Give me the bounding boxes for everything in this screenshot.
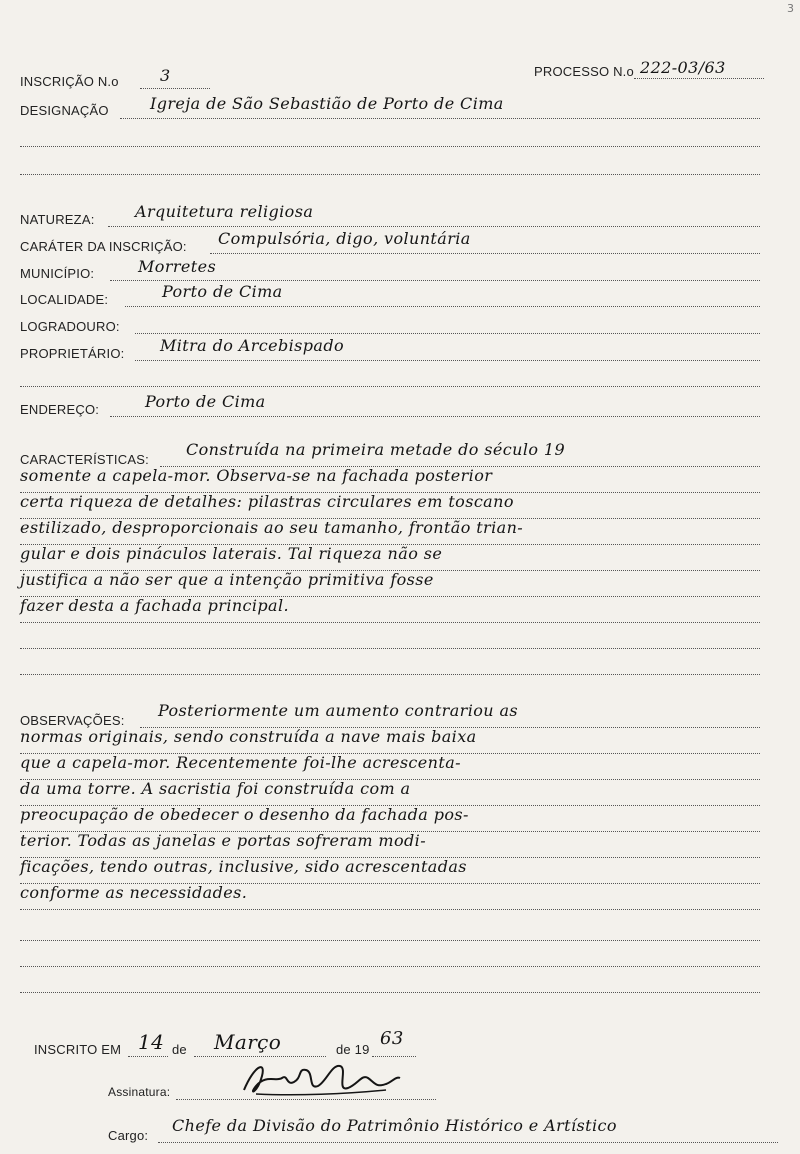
observacoes-text-line: terior. Todas as janelas e portas sofreram modi- <box>20 831 427 850</box>
municipio-line <box>110 280 760 281</box>
blank-line <box>20 674 760 675</box>
caracteristicas-line <box>20 622 760 623</box>
de-ano-label: de 19 <box>336 1042 370 1057</box>
assinatura-label: Assinatura: <box>108 1085 171 1099</box>
signature <box>236 1056 406 1102</box>
processo-line <box>634 78 764 79</box>
caracteristicas-text-line: somente a capela-mor. Observa-se na fachada posterior <box>20 466 493 485</box>
blank-line <box>20 992 760 993</box>
inscrito-label: INSCRITO EM <box>34 1042 122 1057</box>
caracteristicas-text-line: Construída na primeira metade do século 19 <box>186 440 566 459</box>
designacao-value: Igreja de São Sebastião de Porto de Cima <box>150 94 504 113</box>
carater-value: Compulsória, digo, voluntária <box>218 229 471 248</box>
carater-label: CARÁTER DA INSCRIÇÃO: <box>20 239 187 254</box>
natureza-label: NATUREZA: <box>20 212 95 227</box>
blank-line <box>20 146 760 147</box>
observacoes-label: OBSERVAÇÕES: <box>20 713 125 728</box>
observacoes-text-line: preocupação de obedecer o desenho da fachada pos- <box>20 805 469 824</box>
caracteristicas-text-line: fazer desta a fachada principal. <box>20 596 290 615</box>
observacoes-text-line: que a capela-mor. Recentemente foi-lhe acrescenta- <box>20 753 461 772</box>
localidade-line <box>125 306 760 307</box>
designacao-line <box>120 118 760 119</box>
localidade-value: Porto de Cima <box>162 282 283 301</box>
observacoes-text-line: conforme as necessidades. <box>20 883 248 902</box>
blank-line <box>20 940 760 941</box>
designacao-label: DESIGNAÇÃO <box>20 103 109 118</box>
inscricao-line <box>140 88 210 89</box>
caracteristicas-text-line: estilizado, desproporcionais ao seu tamanho, frontão trian- <box>20 518 524 537</box>
observacoes-text-line: da uma torre. A sacristia foi construída com a <box>20 779 411 798</box>
natureza-line <box>108 226 760 227</box>
inscricao-label: INSCRIÇÃO N.o <box>20 74 119 89</box>
inscrito-dia: 14 <box>138 1030 165 1054</box>
dia-line <box>128 1056 168 1057</box>
cargo-label: Cargo: <box>108 1128 149 1143</box>
corner-page-mark: 3 <box>787 2 794 15</box>
proprietario-value: Mitra do Arcebispado <box>160 336 345 355</box>
caracteristicas-text-line: gular e dois pináculos laterais. Tal riqueza não se <box>20 544 443 563</box>
cargo-value: Chefe da Divisão do Patrimônio Histórico e Artístico <box>172 1116 617 1135</box>
proprietario-label: PROPRIETÁRIO: <box>20 346 125 361</box>
endereco-label: ENDEREÇO: <box>20 402 100 417</box>
de-label: de <box>172 1042 187 1057</box>
localidade-label: LOCALIDADE: <box>20 292 109 307</box>
municipio-value: Morretes <box>138 257 217 276</box>
logradouro-label: LOGRADOURO: <box>20 319 120 334</box>
endereco-value: Porto de Cima <box>145 392 266 411</box>
municipio-label: MUNICÍPIO: <box>20 266 95 281</box>
proprietario-line <box>135 360 760 361</box>
observacoes-text-line: normas originais, sendo construída a nave mais baixa <box>20 727 477 746</box>
natureza-value: Arquitetura religiosa <box>135 202 314 221</box>
blank-line <box>20 174 760 175</box>
logradouro-line <box>135 333 760 334</box>
inscricao-value: 3 <box>160 66 171 85</box>
observacoes-line <box>20 909 760 910</box>
inscrito-ano: 63 <box>380 1028 404 1049</box>
observacoes-text-line: Posteriormente um aumento contrariou as <box>158 701 518 720</box>
cargo-line <box>158 1142 778 1143</box>
processo-value: 222-03/63 <box>640 58 726 77</box>
carater-line <box>210 253 760 254</box>
caracteristicas-label: CARACTERÍSTICAS: <box>20 452 149 467</box>
blank-line <box>20 386 760 387</box>
endereco-line <box>110 416 760 417</box>
blank-line <box>20 966 760 967</box>
inscrito-mes: Março <box>214 1030 282 1054</box>
caracteristicas-text-line: certa riqueza de detalhes: pilastras circulares em toscano <box>20 492 514 511</box>
processo-label: PROCESSO N.o <box>534 64 634 79</box>
blank-line <box>20 648 760 649</box>
observacoes-text-line: ficações, tendo outras, inclusive, sido acrescentadas <box>20 857 467 876</box>
caracteristicas-text-line: justifica a não ser que a intenção primitiva fosse <box>20 570 434 589</box>
